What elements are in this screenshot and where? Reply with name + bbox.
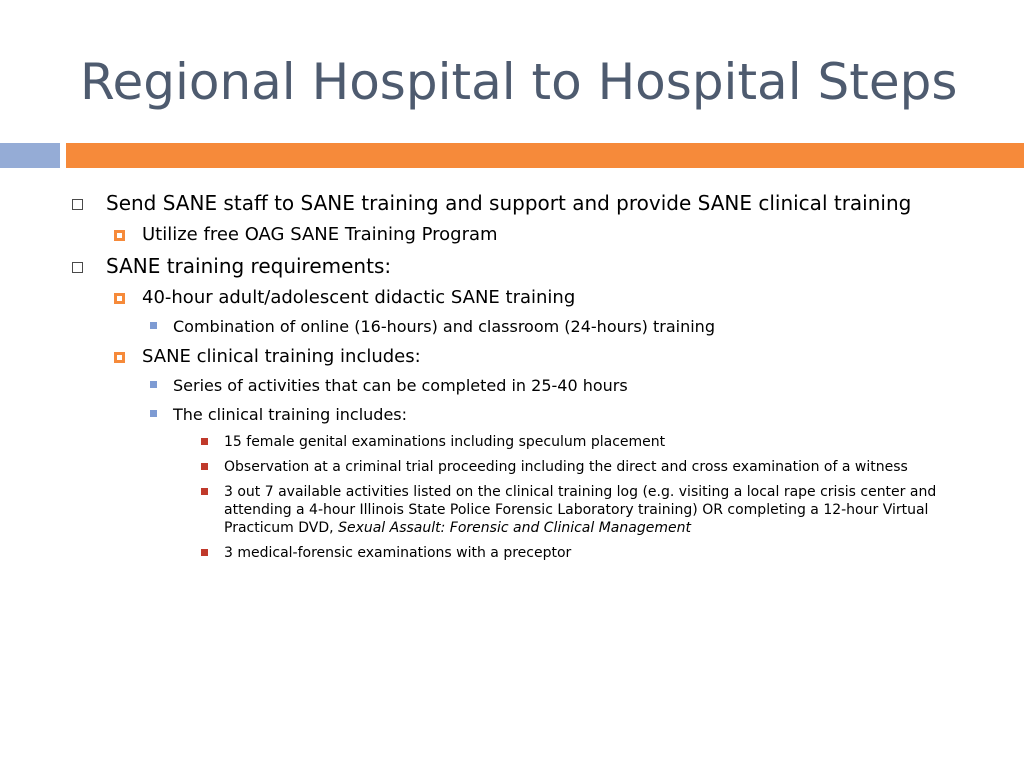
bullet-item-level1 [0, 190, 916, 217]
bullet-list [0, 190, 1024, 569]
bullet-item-level4 [0, 544, 974, 562]
accent-bar-blue [0, 143, 60, 168]
bullet-item-level3 [0, 375, 953, 396]
accent-bar-orange [66, 143, 1024, 168]
bullet-item-level2 [0, 286, 932, 310]
bullet-text: SANE training requirements: [106, 254, 392, 278]
red-square-bullet-icon [201, 438, 208, 445]
bullet-item-level1 [0, 253, 916, 280]
bullet-text: Utilize free OAG SANE Training Program [142, 224, 498, 245]
blue-square-bullet-icon [150, 381, 157, 388]
bullet-text: Series of activities that can be completed in 25-40 hours [173, 376, 628, 395]
bullet-text: 15 female genital examinations including speculum placement [224, 434, 666, 450]
hollow-square-bullet-icon [72, 199, 83, 210]
bullet-text-regular: 3 out 7 available activities listed on the clinical training log (e.g. visiting a local rape crisis center and attending a 4-hour Illinois State Police Forensic Laboratory training) OR completing a 12-hour Virtual Practicum DVD, [224, 484, 937, 536]
blue-square-bullet-icon [150, 322, 157, 329]
bullet-text: Send SANE staff to SANE training and support and provide SANE clinical training [106, 191, 912, 215]
bullet-text: 3 medical-forensic examinations with a preceptor [224, 545, 572, 561]
bullet-text [224, 483, 974, 537]
bullet-item-level2 [0, 223, 932, 247]
hollow-square-bullet-icon [72, 262, 83, 273]
blue-square-bullet-icon [150, 410, 157, 417]
bullet-text: Combination of online (16-hours) and classroom (24-hours) training [173, 317, 715, 336]
orange-square-bullet-icon [114, 352, 125, 363]
bullet-item-level3 [0, 404, 953, 425]
bullet-text: Observation at a criminal trial proceeding including the direct and cross examination of a witness [224, 459, 908, 475]
bullet-item-level2 [0, 345, 932, 369]
bullet-item-level4 [0, 433, 974, 451]
red-square-bullet-icon [201, 488, 208, 495]
dvd-title-italic: Sexual Assault: Forensic and Clinical Management [338, 520, 691, 536]
slide-title: Regional Hospital to Hospital Steps [80, 53, 958, 111]
bullet-text: SANE clinical training includes: [142, 346, 421, 367]
bullet-item-level4 [0, 458, 974, 476]
bullet-text: The clinical training includes: [173, 405, 408, 424]
red-square-bullet-icon [201, 549, 208, 556]
orange-square-bullet-icon [114, 293, 125, 304]
red-square-bullet-icon [201, 463, 208, 470]
bullet-item-level3 [0, 316, 953, 337]
bullet-item-level4 [0, 483, 974, 537]
orange-square-bullet-icon [114, 230, 125, 241]
bullet-text: 40-hour adult/adolescent didactic SANE training [142, 287, 576, 308]
